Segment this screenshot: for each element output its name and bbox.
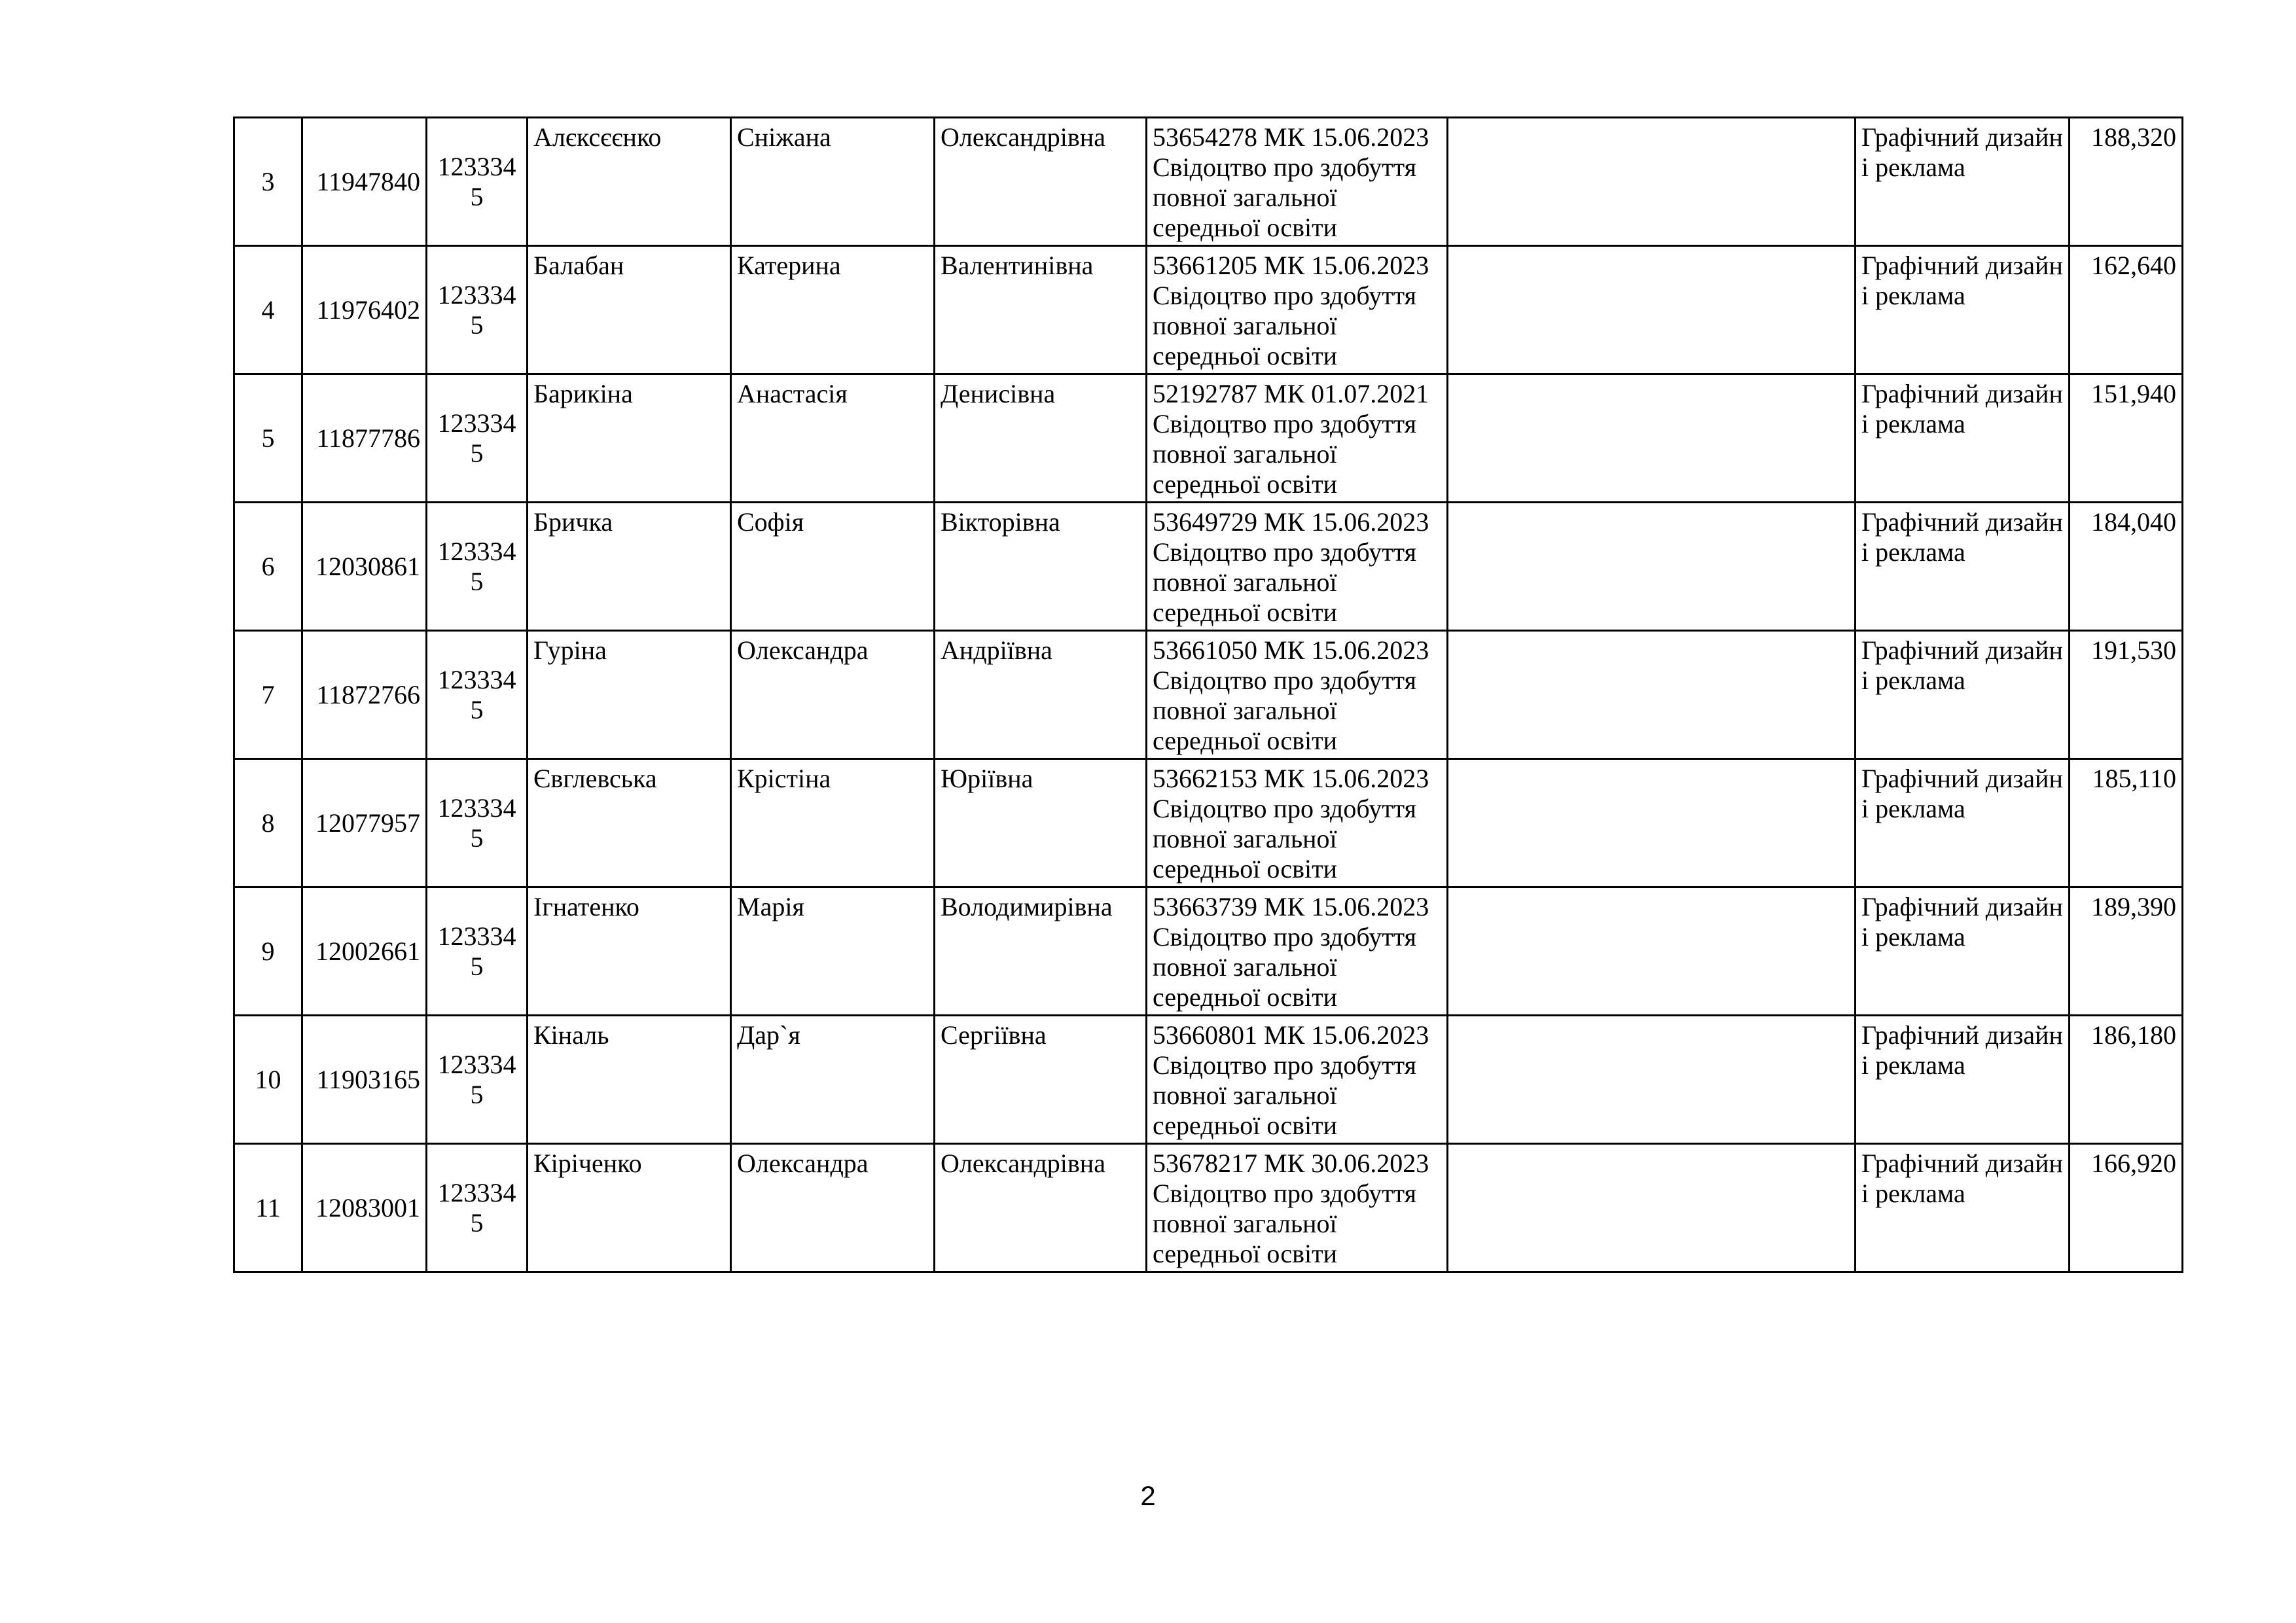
page-number: 2 — [1140, 1480, 1156, 1511]
document-number: 53678217 МК 30.06.2023 — [1153, 1149, 1429, 1178]
notes-cell — [1448, 1144, 1856, 1272]
document-number: 53662153 МК 15.06.2023 — [1153, 764, 1429, 793]
notes-cell — [1448, 1016, 1856, 1144]
table-row — [234, 503, 2183, 631]
document-cell — [1147, 246, 1448, 374]
patronymic-cell: Андріївна — [935, 631, 1147, 759]
notes-cell — [1448, 503, 1856, 631]
document-cell — [1147, 887, 1448, 1016]
group-code-part-2: 5 — [470, 438, 484, 468]
score-cell: 166,920 — [2070, 1144, 2183, 1272]
table-row — [234, 1016, 2183, 1144]
surname-cell: Бричка — [528, 503, 731, 631]
application-code-cell: 11903165 — [302, 1016, 427, 1144]
specialty-cell: Графічний дизайн і реклама — [1856, 374, 2070, 503]
table-row — [234, 118, 2183, 246]
surname-cell: Гуріна — [528, 631, 731, 759]
group-code-part-2: 5 — [470, 566, 484, 596]
group-code-cell — [427, 246, 528, 374]
notes-cell — [1448, 887, 1856, 1016]
score-cell: 189,390 — [2070, 887, 2183, 1016]
document-type: Свідоцтво про здобуття повної загальної середньої освіти — [1153, 1179, 1417, 1268]
patronymic-cell: Вікторівна — [935, 503, 1147, 631]
group-code-cell — [427, 631, 528, 759]
notes-cell — [1448, 759, 1856, 887]
group-code-part-2: 5 — [470, 694, 484, 724]
surname-cell: Ігнатенко — [528, 887, 731, 1016]
table-row — [234, 1144, 2183, 1272]
group-code-cell — [427, 759, 528, 887]
group-code-part-2: 5 — [470, 823, 484, 853]
group-code-part-1: 123334 — [437, 664, 516, 694]
document-number: 53654278 МК 15.06.2023 — [1153, 122, 1429, 152]
group-code-part-2: 5 — [470, 951, 484, 981]
group-code-part-2: 5 — [470, 181, 484, 211]
patronymic-cell: Валентинівна — [935, 246, 1147, 374]
specialty-cell: Графічний дизайн і реклама — [1856, 1016, 2070, 1144]
group-code-part-2: 5 — [470, 310, 484, 340]
document-type: Свідоцтво про здобуття повної загальної середньої освіти — [1153, 794, 1417, 883]
specialty-cell: Графічний дизайн і реклама — [1856, 631, 2070, 759]
table-body — [234, 118, 2183, 1272]
group-code-part-1: 123334 — [437, 279, 516, 310]
document-type: Свідоцтво про здобуття повної загальної середньої освіти — [1153, 281, 1417, 370]
patronymic-cell: Олександрівна — [935, 118, 1147, 246]
notes-cell — [1448, 631, 1856, 759]
document-cell — [1147, 1016, 1448, 1144]
table-row — [234, 246, 2183, 374]
document-type: Свідоцтво про здобуття повної загальної середньої освіти — [1153, 152, 1417, 242]
surname-cell: Кіріченко — [528, 1144, 731, 1272]
patronymic-cell: Юріївна — [935, 759, 1147, 887]
application-code-cell: 12002661 — [302, 887, 427, 1016]
first-name-cell: Крістіна — [731, 759, 935, 887]
specialty-cell: Графічний дизайн і реклама — [1856, 759, 2070, 887]
surname-cell: Євглевська — [528, 759, 731, 887]
document-cell — [1147, 118, 1448, 246]
application-code-cell: 11947840 — [302, 118, 427, 246]
application-code-cell: 12030861 — [302, 503, 427, 631]
group-code-part-2: 5 — [470, 1079, 484, 1109]
applicants-table — [233, 116, 2183, 1273]
surname-cell: Алєксєєнко — [528, 118, 731, 246]
group-code-cell — [427, 118, 528, 246]
document-cell — [1147, 759, 1448, 887]
first-name-cell: Катерина — [731, 246, 935, 374]
document-type: Свідоцтво про здобуття повної загальної середньої освіти — [1153, 409, 1417, 499]
patronymic-cell: Денисівна — [935, 374, 1147, 503]
specialty-cell: Графічний дизайн і реклама — [1856, 1144, 2070, 1272]
application-code-cell: 11872766 — [302, 631, 427, 759]
first-name-cell: Олександра — [731, 1144, 935, 1272]
table-row — [234, 374, 2183, 503]
group-code-part-1: 123334 — [437, 408, 516, 438]
group-code-cell — [427, 1016, 528, 1144]
score-cell: 185,110 — [2070, 759, 2183, 887]
table-row — [234, 887, 2183, 1016]
row-number-cell: 11 — [234, 1144, 302, 1272]
document-number: 53661205 МК 15.06.2023 — [1153, 251, 1429, 280]
row-number-cell: 4 — [234, 246, 302, 374]
group-code-part-1: 123334 — [437, 151, 516, 181]
document-number: 52192787 МК 01.07.2021 — [1153, 379, 1429, 408]
document-cell — [1147, 631, 1448, 759]
document-number: 53661050 МК 15.06.2023 — [1153, 635, 1429, 665]
group-code-part-2: 5 — [470, 1207, 484, 1238]
first-name-cell: Дар`я — [731, 1016, 935, 1144]
notes-cell — [1448, 246, 1856, 374]
first-name-cell: Марія — [731, 887, 935, 1016]
application-code-cell: 11877786 — [302, 374, 427, 503]
row-number-cell: 5 — [234, 374, 302, 503]
score-cell: 184,040 — [2070, 503, 2183, 631]
first-name-cell: Сніжана — [731, 118, 935, 246]
specialty-cell: Графічний дизайн і реклама — [1856, 503, 2070, 631]
patronymic-cell: Олександрівна — [935, 1144, 1147, 1272]
row-number-cell: 10 — [234, 1016, 302, 1144]
document-number: 53660801 МК 15.06.2023 — [1153, 1020, 1429, 1050]
first-name-cell: Олександра — [731, 631, 935, 759]
specialty-cell: Графічний дизайн і реклама — [1856, 246, 2070, 374]
patronymic-cell: Сергіївна — [935, 1016, 1147, 1144]
first-name-cell: Софія — [731, 503, 935, 631]
document-cell — [1147, 374, 1448, 503]
group-code-part-1: 123334 — [437, 536, 516, 566]
group-code-part-1: 123334 — [437, 921, 516, 951]
document-type: Свідоцтво про здобуття повної загальної середньої освіти — [1153, 666, 1417, 755]
group-code-part-1: 123334 — [437, 793, 516, 823]
group-code-part-1: 123334 — [437, 1177, 516, 1207]
row-number-cell: 6 — [234, 503, 302, 631]
notes-cell — [1448, 374, 1856, 503]
application-code-cell: 11976402 — [302, 246, 427, 374]
patronymic-cell: Володимирівна — [935, 887, 1147, 1016]
application-code-cell: 12077957 — [302, 759, 427, 887]
row-number-cell: 8 — [234, 759, 302, 887]
group-code-cell — [427, 1144, 528, 1272]
row-number-cell: 3 — [234, 118, 302, 246]
notes-cell — [1448, 118, 1856, 246]
row-number-cell: 9 — [234, 887, 302, 1016]
group-code-cell — [427, 374, 528, 503]
group-code-cell — [427, 887, 528, 1016]
table-row — [234, 631, 2183, 759]
table-row — [234, 759, 2183, 887]
first-name-cell: Анастасія — [731, 374, 935, 503]
score-cell: 151,940 — [2070, 374, 2183, 503]
group-code-cell — [427, 503, 528, 631]
surname-cell: Барикіна — [528, 374, 731, 503]
document-number: 53663739 МК 15.06.2023 — [1153, 892, 1429, 921]
document-cell — [1147, 1144, 1448, 1272]
score-cell: 186,180 — [2070, 1016, 2183, 1144]
document-number: 53649729 МК 15.06.2023 — [1153, 507, 1429, 537]
application-code-cell: 12083001 — [302, 1144, 427, 1272]
score-cell: 188,320 — [2070, 118, 2183, 246]
specialty-cell: Графічний дизайн і реклама — [1856, 118, 2070, 246]
surname-cell: Кіналь — [528, 1016, 731, 1144]
score-cell: 191,530 — [2070, 631, 2183, 759]
specialty-cell: Графічний дизайн і реклама — [1856, 887, 2070, 1016]
document-type: Свідоцтво про здобуття повної загальної середньої освіти — [1153, 922, 1417, 1012]
document-type: Свідоцтво про здобуття повної загальної середньої освіти — [1153, 1050, 1417, 1140]
score-cell: 162,640 — [2070, 246, 2183, 374]
surname-cell: Балабан — [528, 246, 731, 374]
group-code-part-1: 123334 — [437, 1049, 516, 1079]
row-number-cell: 7 — [234, 631, 302, 759]
document-cell — [1147, 503, 1448, 631]
document-type: Свідоцтво про здобуття повної загальної середньої освіти — [1153, 537, 1417, 627]
